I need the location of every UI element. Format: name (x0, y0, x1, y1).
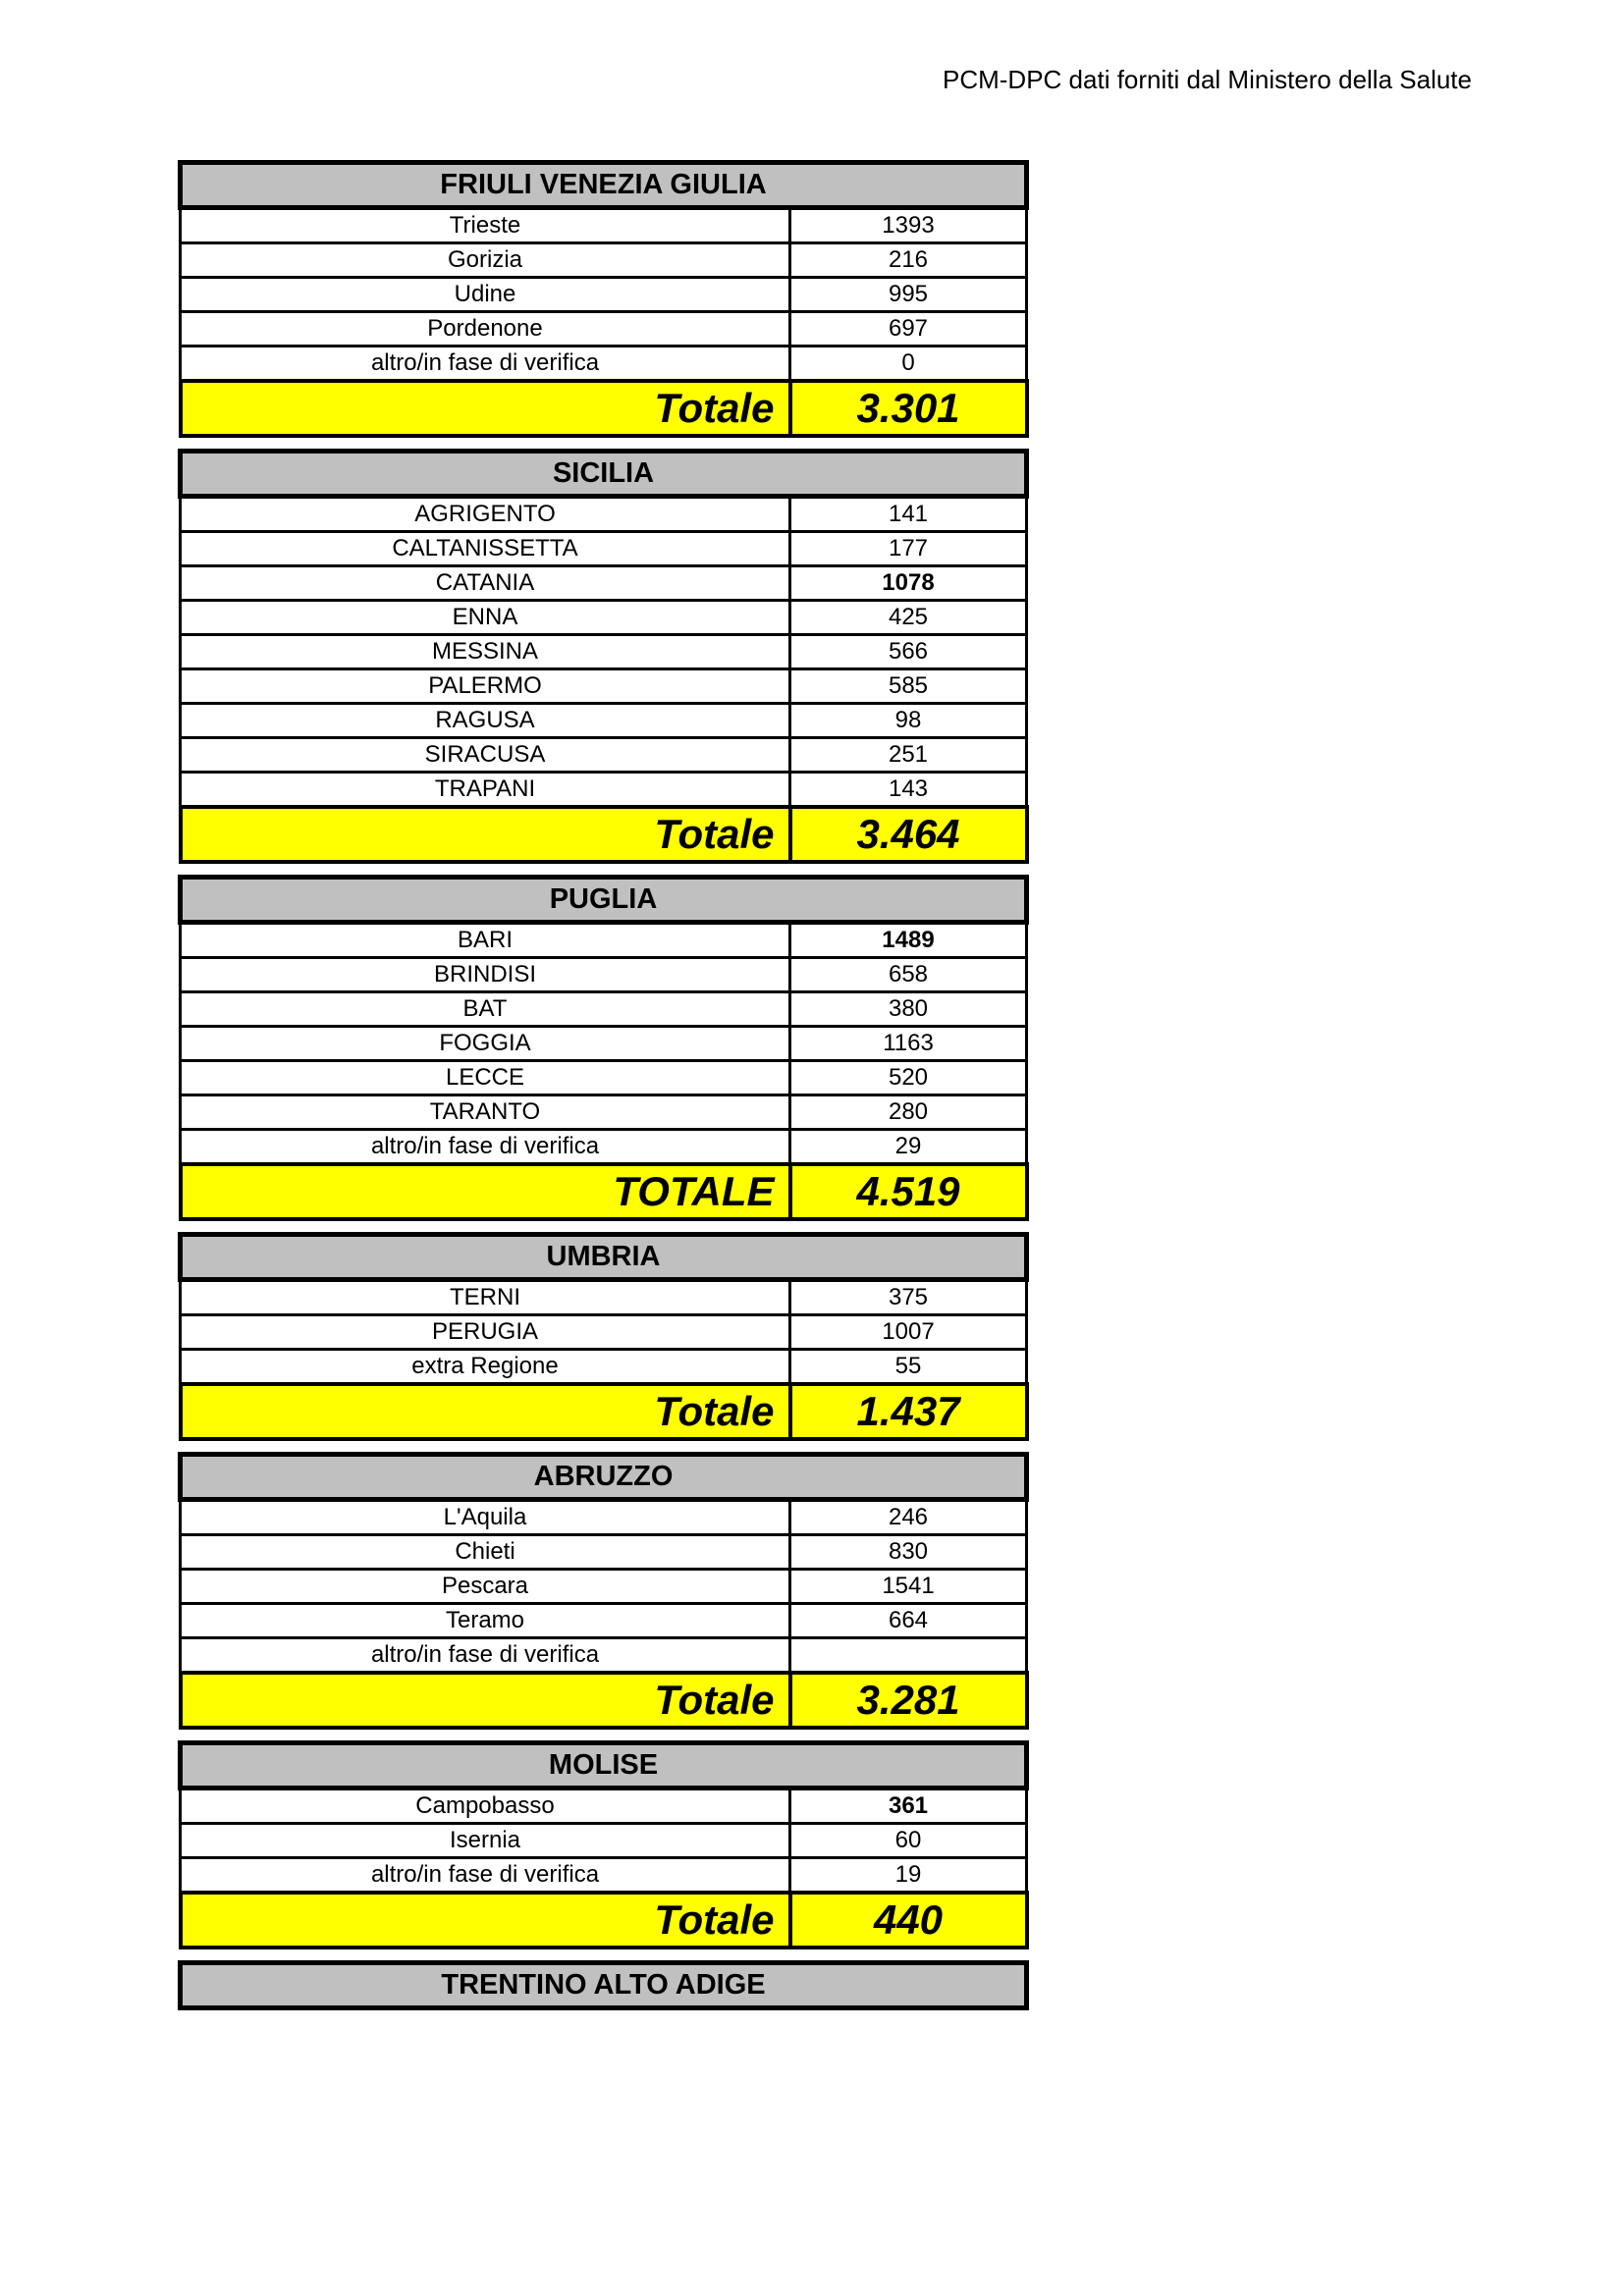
province-value: 380 (790, 992, 1027, 1027)
region-table (178, 1232, 1029, 1441)
province-name: Campobasso (181, 1789, 790, 1824)
province-value: 19 (790, 1858, 1027, 1894)
province-name: Trieste (181, 208, 790, 243)
total-label: Totale (181, 1673, 790, 1728)
region-block (178, 875, 1024, 1221)
province-name: altro/in fase di verifica (181, 1130, 790, 1165)
province-row (181, 497, 1027, 532)
province-value: 566 (790, 635, 1027, 669)
province-value: 216 (790, 243, 1027, 278)
province-row (181, 566, 1027, 601)
province-name: CALTANISSETTA (181, 532, 790, 566)
province-name: BARI (181, 923, 790, 958)
province-name: BRINDISI (181, 958, 790, 992)
province-row (181, 1061, 1027, 1095)
province-value: 375 (790, 1280, 1027, 1315)
province-row (181, 1500, 1027, 1535)
province-value: 995 (790, 278, 1027, 312)
province-name: PERUGIA (181, 1315, 790, 1350)
province-name: extra Regione (181, 1350, 790, 1385)
province-row (181, 704, 1027, 738)
total-label: Totale (181, 1384, 790, 1439)
province-name: MESSINA (181, 635, 790, 669)
region-block (178, 160, 1024, 438)
province-row (181, 1095, 1027, 1130)
province-value: 1489 (790, 923, 1027, 958)
region-table (178, 1452, 1029, 1730)
province-row (181, 958, 1027, 992)
province-value: 520 (790, 1061, 1027, 1095)
total-label: Totale (181, 381, 790, 436)
province-name: altro/in fase di verifica (181, 1858, 790, 1894)
province-row (181, 1824, 1027, 1858)
province-name: TRAPANI (181, 773, 790, 808)
province-row (181, 1130, 1027, 1165)
total-row (181, 381, 1027, 436)
province-value: 1163 (790, 1027, 1027, 1061)
total-value: 4.519 (790, 1164, 1027, 1219)
province-name: Isernia (181, 1824, 790, 1858)
province-value: 177 (790, 532, 1027, 566)
region-block (178, 1740, 1024, 1949)
region-block (178, 1960, 1024, 2010)
province-name: SIRACUSA (181, 738, 790, 773)
province-row (181, 923, 1027, 958)
province-row (181, 669, 1027, 704)
province-row (181, 1789, 1027, 1824)
total-row (181, 1893, 1027, 1948)
province-row (181, 1858, 1027, 1894)
total-label: Totale (181, 807, 790, 862)
total-value: 440 (790, 1893, 1027, 1948)
province-row (181, 243, 1027, 278)
province-value: 251 (790, 738, 1027, 773)
province-value: 246 (790, 1500, 1027, 1535)
province-name: TERNI (181, 1280, 790, 1315)
province-name: RAGUSA (181, 704, 790, 738)
province-value (790, 1638, 1027, 1674)
province-row (181, 992, 1027, 1027)
province-row (181, 773, 1027, 808)
province-value: 697 (790, 312, 1027, 347)
region-name: PUGLIA (181, 878, 1027, 923)
region-table (178, 875, 1029, 1221)
province-row (181, 312, 1027, 347)
province-value: 1541 (790, 1570, 1027, 1604)
province-value: 0 (790, 347, 1027, 382)
province-row (181, 1535, 1027, 1570)
total-value: 3.301 (790, 381, 1027, 436)
region-table (178, 160, 1029, 438)
province-name: Udine (181, 278, 790, 312)
total-row (181, 807, 1027, 862)
region-name: ABRUZZO (181, 1455, 1027, 1500)
province-name: Gorizia (181, 243, 790, 278)
region-name: FRIULI VENEZIA GIULIA (181, 163, 1027, 208)
total-label: TOTALE (181, 1164, 790, 1219)
total-value: 3.464 (790, 807, 1027, 862)
region-name: UMBRIA (181, 1235, 1027, 1280)
province-name: Chieti (181, 1535, 790, 1570)
province-name: altro/in fase di verifica (181, 1638, 790, 1674)
province-value: 658 (790, 958, 1027, 992)
province-row (181, 208, 1027, 243)
province-value: 1393 (790, 208, 1027, 243)
province-value: 141 (790, 497, 1027, 532)
province-name: CATANIA (181, 566, 790, 601)
province-value: 361 (790, 1789, 1027, 1824)
province-value: 98 (790, 704, 1027, 738)
region-block (178, 1232, 1024, 1441)
province-value: 280 (790, 1095, 1027, 1130)
province-name: ENNA (181, 601, 790, 635)
region-name: SICILIA (181, 452, 1027, 497)
province-name: Pordenone (181, 312, 790, 347)
region-name: TRENTINO ALTO ADIGE (181, 1963, 1027, 2008)
province-row (181, 1350, 1027, 1385)
province-row (181, 347, 1027, 382)
province-name: PALERMO (181, 669, 790, 704)
province-row (181, 1570, 1027, 1604)
province-value: 425 (790, 601, 1027, 635)
province-value: 29 (790, 1130, 1027, 1165)
province-name: altro/in fase di verifica (181, 347, 790, 382)
regions-container (178, 160, 1024, 2021)
province-value: 55 (790, 1350, 1027, 1385)
province-row (181, 1280, 1027, 1315)
province-name: Teramo (181, 1604, 790, 1638)
province-name: TARANTO (181, 1095, 790, 1130)
region-block (178, 1452, 1024, 1730)
province-row (181, 635, 1027, 669)
province-name: LECCE (181, 1061, 790, 1095)
total-label: Totale (181, 1893, 790, 1948)
province-value: 60 (790, 1824, 1027, 1858)
province-row (181, 1027, 1027, 1061)
province-value: 1007 (790, 1315, 1027, 1350)
province-name: L'Aquila (181, 1500, 790, 1535)
region-block (178, 449, 1024, 864)
region-table (178, 1960, 1029, 2010)
total-row (181, 1384, 1027, 1439)
region-table (178, 1740, 1029, 1949)
province-value: 585 (790, 669, 1027, 704)
province-name: FOGGIA (181, 1027, 790, 1061)
region-table (178, 449, 1029, 864)
province-name: AGRIGENTO (181, 497, 790, 532)
total-value: 1.437 (790, 1384, 1027, 1439)
province-row (181, 278, 1027, 312)
province-row (181, 532, 1027, 566)
total-row (181, 1673, 1027, 1728)
province-row (181, 1315, 1027, 1350)
province-row (181, 601, 1027, 635)
province-value: 1078 (790, 566, 1027, 601)
province-row (181, 738, 1027, 773)
total-value: 3.281 (790, 1673, 1027, 1728)
province-row (181, 1604, 1027, 1638)
province-value: 143 (790, 773, 1027, 808)
region-name: MOLISE (181, 1743, 1027, 1789)
province-row (181, 1638, 1027, 1674)
province-value: 830 (790, 1535, 1027, 1570)
source-note: PCM-DPC dati forniti dal Ministero della Salute (943, 65, 1472, 94)
province-name: BAT (181, 992, 790, 1027)
province-value: 664 (790, 1604, 1027, 1638)
total-row (181, 1164, 1027, 1219)
province-name: Pescara (181, 1570, 790, 1604)
